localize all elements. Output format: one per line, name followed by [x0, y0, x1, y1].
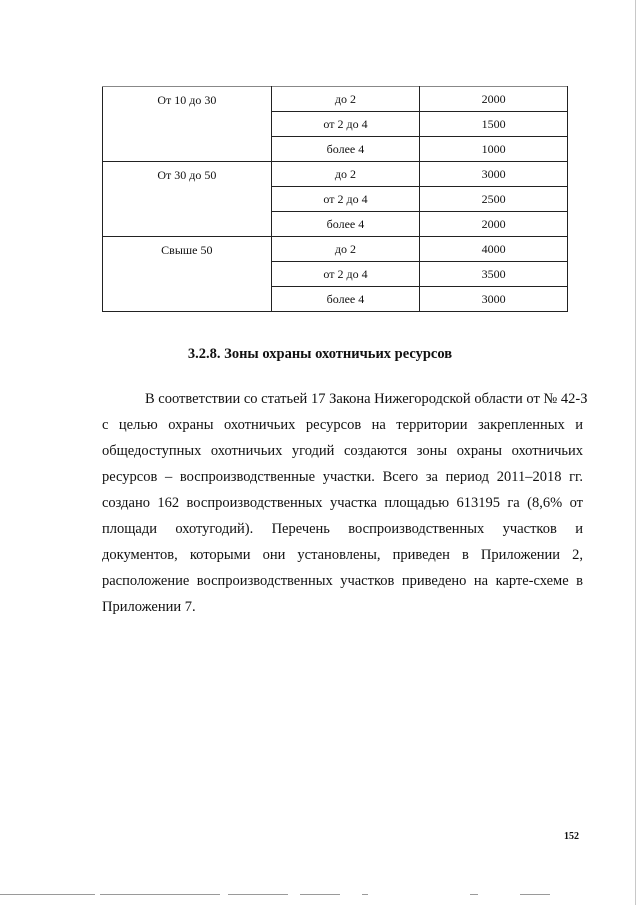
- paragraph-line: документов, которыми они установлены, приведен в Приложении 2,: [102, 547, 583, 563]
- section-heading: 3.2.8. Зоны охраны охотничьих ресурсов: [187, 346, 453, 362]
- range-cell: Свыше 50: [103, 237, 272, 312]
- distance-cell: до 2: [271, 237, 420, 262]
- page-number: 152: [564, 831, 579, 842]
- value-cell: 3000: [420, 162, 568, 187]
- paragraph-line: Приложении 7.: [102, 599, 196, 615]
- paragraph-line: общедоступных охотничьих угодий создаются зоны охраны охотничьих: [102, 443, 583, 459]
- range-cell: От 10 до 30: [103, 87, 272, 162]
- value-cell: 3500: [420, 262, 568, 287]
- paragraph-line: создано 162 воспроизводственных участка площадью 613195 га (8,6% от: [102, 495, 583, 511]
- paragraph-line: площади охотугодий). Перечень воспроизводственных участков и: [102, 521, 583, 537]
- distance-cell: более 4: [271, 212, 420, 237]
- distance-cell: более 4: [271, 137, 420, 162]
- range-cell: От 30 до 50: [103, 162, 272, 237]
- value-cell: 1000: [420, 137, 568, 162]
- value-cell: 2500: [420, 187, 568, 212]
- value-cell: 4000: [420, 237, 568, 262]
- distance-table: [102, 86, 568, 312]
- distance-cell: более 4: [271, 287, 420, 312]
- distance-cell: от 2 до 4: [271, 112, 420, 137]
- table-row: [103, 162, 568, 187]
- distance-cell: до 2: [271, 87, 420, 112]
- paragraph-line: В соответствии со статьей 17 Закона Нижегородской области от № 42-З: [145, 391, 588, 407]
- value-cell: 2000: [420, 212, 568, 237]
- scan-edge-line: [635, 0, 636, 905]
- value-cell: 2000: [420, 87, 568, 112]
- paragraph-line: с целью охраны охотничьих ресурсов на территории закрепленных и: [102, 417, 583, 433]
- distance-cell: от 2 до 4: [271, 262, 420, 287]
- paragraph-line: ресурсов – воспроизводственные участки. Всего за период 2011–2018 гг.: [102, 469, 583, 485]
- value-cell: 1500: [420, 112, 568, 137]
- table-row: [103, 237, 568, 262]
- scan-bottom-edge: [0, 894, 640, 897]
- body-paragraph: [102, 386, 588, 620]
- value-cell: 3000: [420, 287, 568, 312]
- table-row: [103, 87, 568, 112]
- paragraph-line: расположение воспроизводственных участков приведено на карте-схеме в: [102, 573, 583, 589]
- distance-cell: от 2 до 4: [271, 187, 420, 212]
- distance-cell: до 2: [271, 162, 420, 187]
